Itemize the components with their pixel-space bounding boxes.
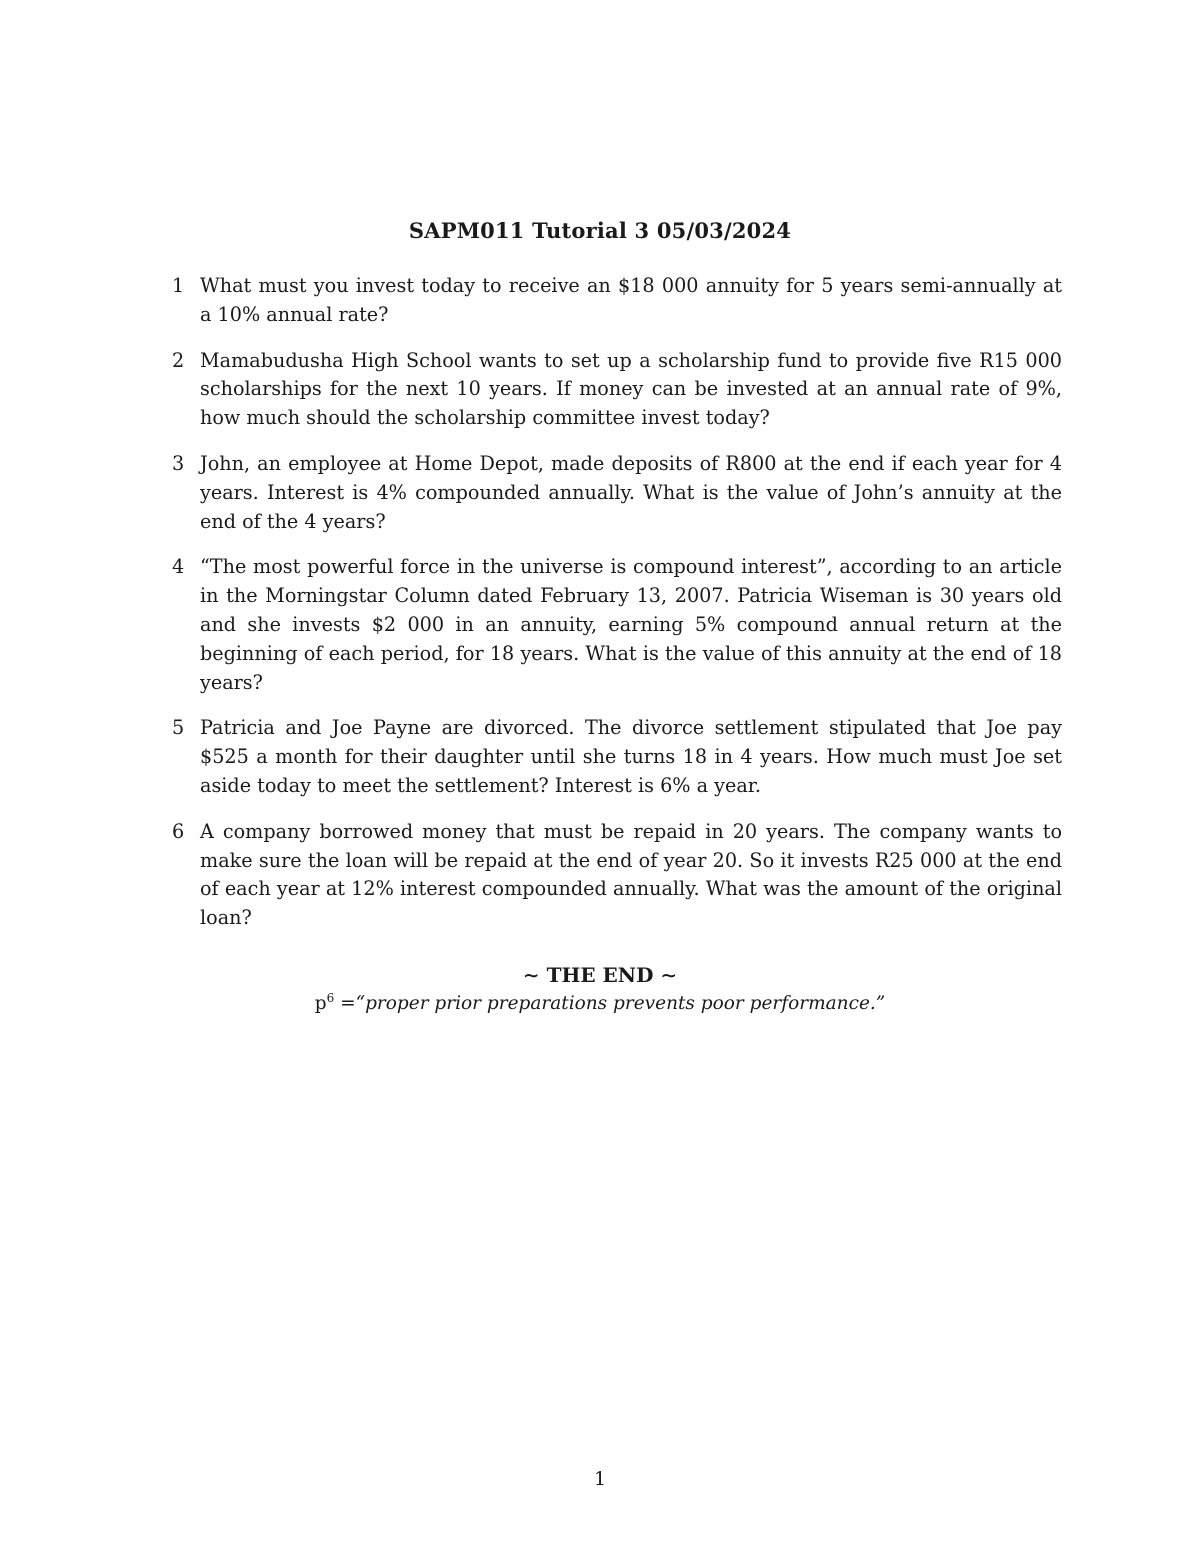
question-text: Patricia and Joe Payne are divorced. The divorce settlement stipulated that Joe pay $525 a month for their daughter until she turns 18 in 4 years. How much must Joe set aside today to meet the settlement? Interest is 6% a year. <box>200 716 1062 797</box>
question-text: A company borrowed money that must be repaid in 20 years. The company wants to make sure the loan will be repaid at the end of year 20. So it invests R25 000 at the end of each year at 12% interest compounded annually. What was the amount of the original loan? <box>200 819 1062 930</box>
question-item <box>172 553 1062 697</box>
question-item <box>172 818 1062 933</box>
closing-block <box>0 960 1200 1018</box>
question-text: John, an employee at Home Depot, made deposits of R800 at the end if each year for 4 years. Interest is 4% compounded annually. What is the value of John’s annuity at the end of the 4 years? <box>200 451 1062 533</box>
motto-text: “proper prior preparations prevents poor performance.” <box>355 993 886 1014</box>
question-number: 1 <box>172 274 185 297</box>
question-item <box>172 272 1062 330</box>
question-item <box>172 714 1062 800</box>
question-number: 2 <box>172 348 185 372</box>
question-list <box>172 272 1062 950</box>
end-heading: ∼ THE END ∼ <box>522 963 678 987</box>
page-number: 1 <box>593 1468 607 1490</box>
motto-superscript: 6 <box>326 990 335 1005</box>
question-text: “The most powerful force in the universe is compound interest”, according to an article in the Morningstar Column dated February 13, 2007. Patricia Wiseman is 30 years old and she invests $2 000 in an annuity, earning 5% compound annual return at the beginning of each period, for 18 years. What is the value of this annuity at the end of 18 years? <box>200 555 1062 694</box>
question-text: What must you invest today to receive an $18 000 annuity for 5 years semi-annually at a 10% annual rate? <box>200 274 1062 326</box>
question-number: 4 <box>172 555 185 579</box>
page-title: SAPM011 Tutorial 3 05/03/2024 <box>408 218 792 243</box>
motto <box>0 990 1200 1018</box>
question-number: 6 <box>172 819 185 843</box>
motto-prefix: p <box>314 993 327 1014</box>
question-text: Mamabudusha High School wants to set up a scholarship fund to provide five R15 000 scholarships for the next 10 years. If money can be invested at an annual rate of 9%, how much should the scholarship committee invest today? <box>200 348 1062 430</box>
question-number: 3 <box>172 451 185 475</box>
question-item <box>172 347 1062 433</box>
motto-equals: = <box>334 993 356 1014</box>
question-number: 5 <box>172 716 185 740</box>
question-item <box>172 450 1062 536</box>
